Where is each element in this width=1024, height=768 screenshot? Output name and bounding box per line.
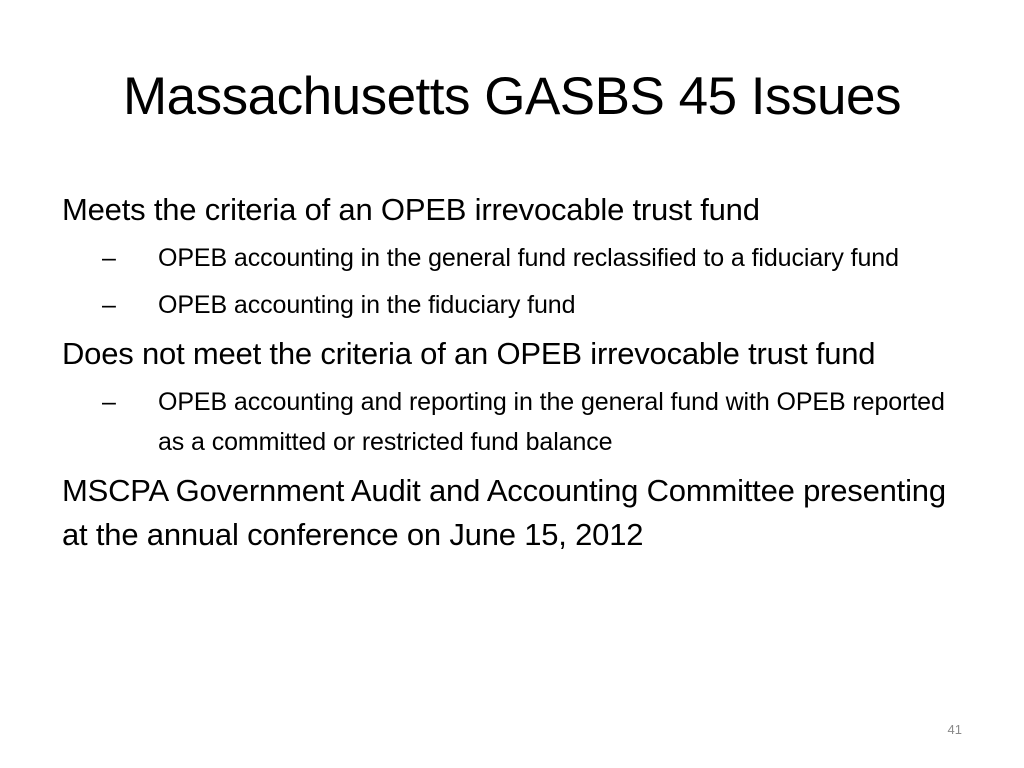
slide-title: Massachusetts GASBS 45 Issues <box>123 67 901 126</box>
dash-bullet-marker: – <box>102 388 116 416</box>
bullet-item: MSCPA Government Audit and Accounting Committee presenting at the annual conference on June 15, 2012 <box>62 473 946 552</box>
sub-bullet-text: OPEB accounting in the fiduciary fund <box>158 291 576 319</box>
page-number: 41 <box>947 722 962 737</box>
bullet-item: Does not meet the criteria of an OPEB irrevocable trust fund <box>62 336 876 371</box>
sub-bullet-text: OPEB accounting and reporting in the general fund with OPEB reported as a committed or restricted fund balance <box>158 388 945 456</box>
sub-bullet-item <box>62 238 962 278</box>
slide-content <box>62 188 962 563</box>
sub-bullet-item <box>62 285 962 325</box>
sub-bullet-text: OPEB accounting in the general fund reclassified to a fiduciary fund <box>158 244 899 272</box>
dash-bullet-marker: – <box>102 291 116 319</box>
sub-bullet-item <box>62 382 962 462</box>
bullet-item: Meets the criteria of an OPEB irrevocable trust fund <box>62 192 760 227</box>
dash-bullet-marker: – <box>102 244 116 272</box>
